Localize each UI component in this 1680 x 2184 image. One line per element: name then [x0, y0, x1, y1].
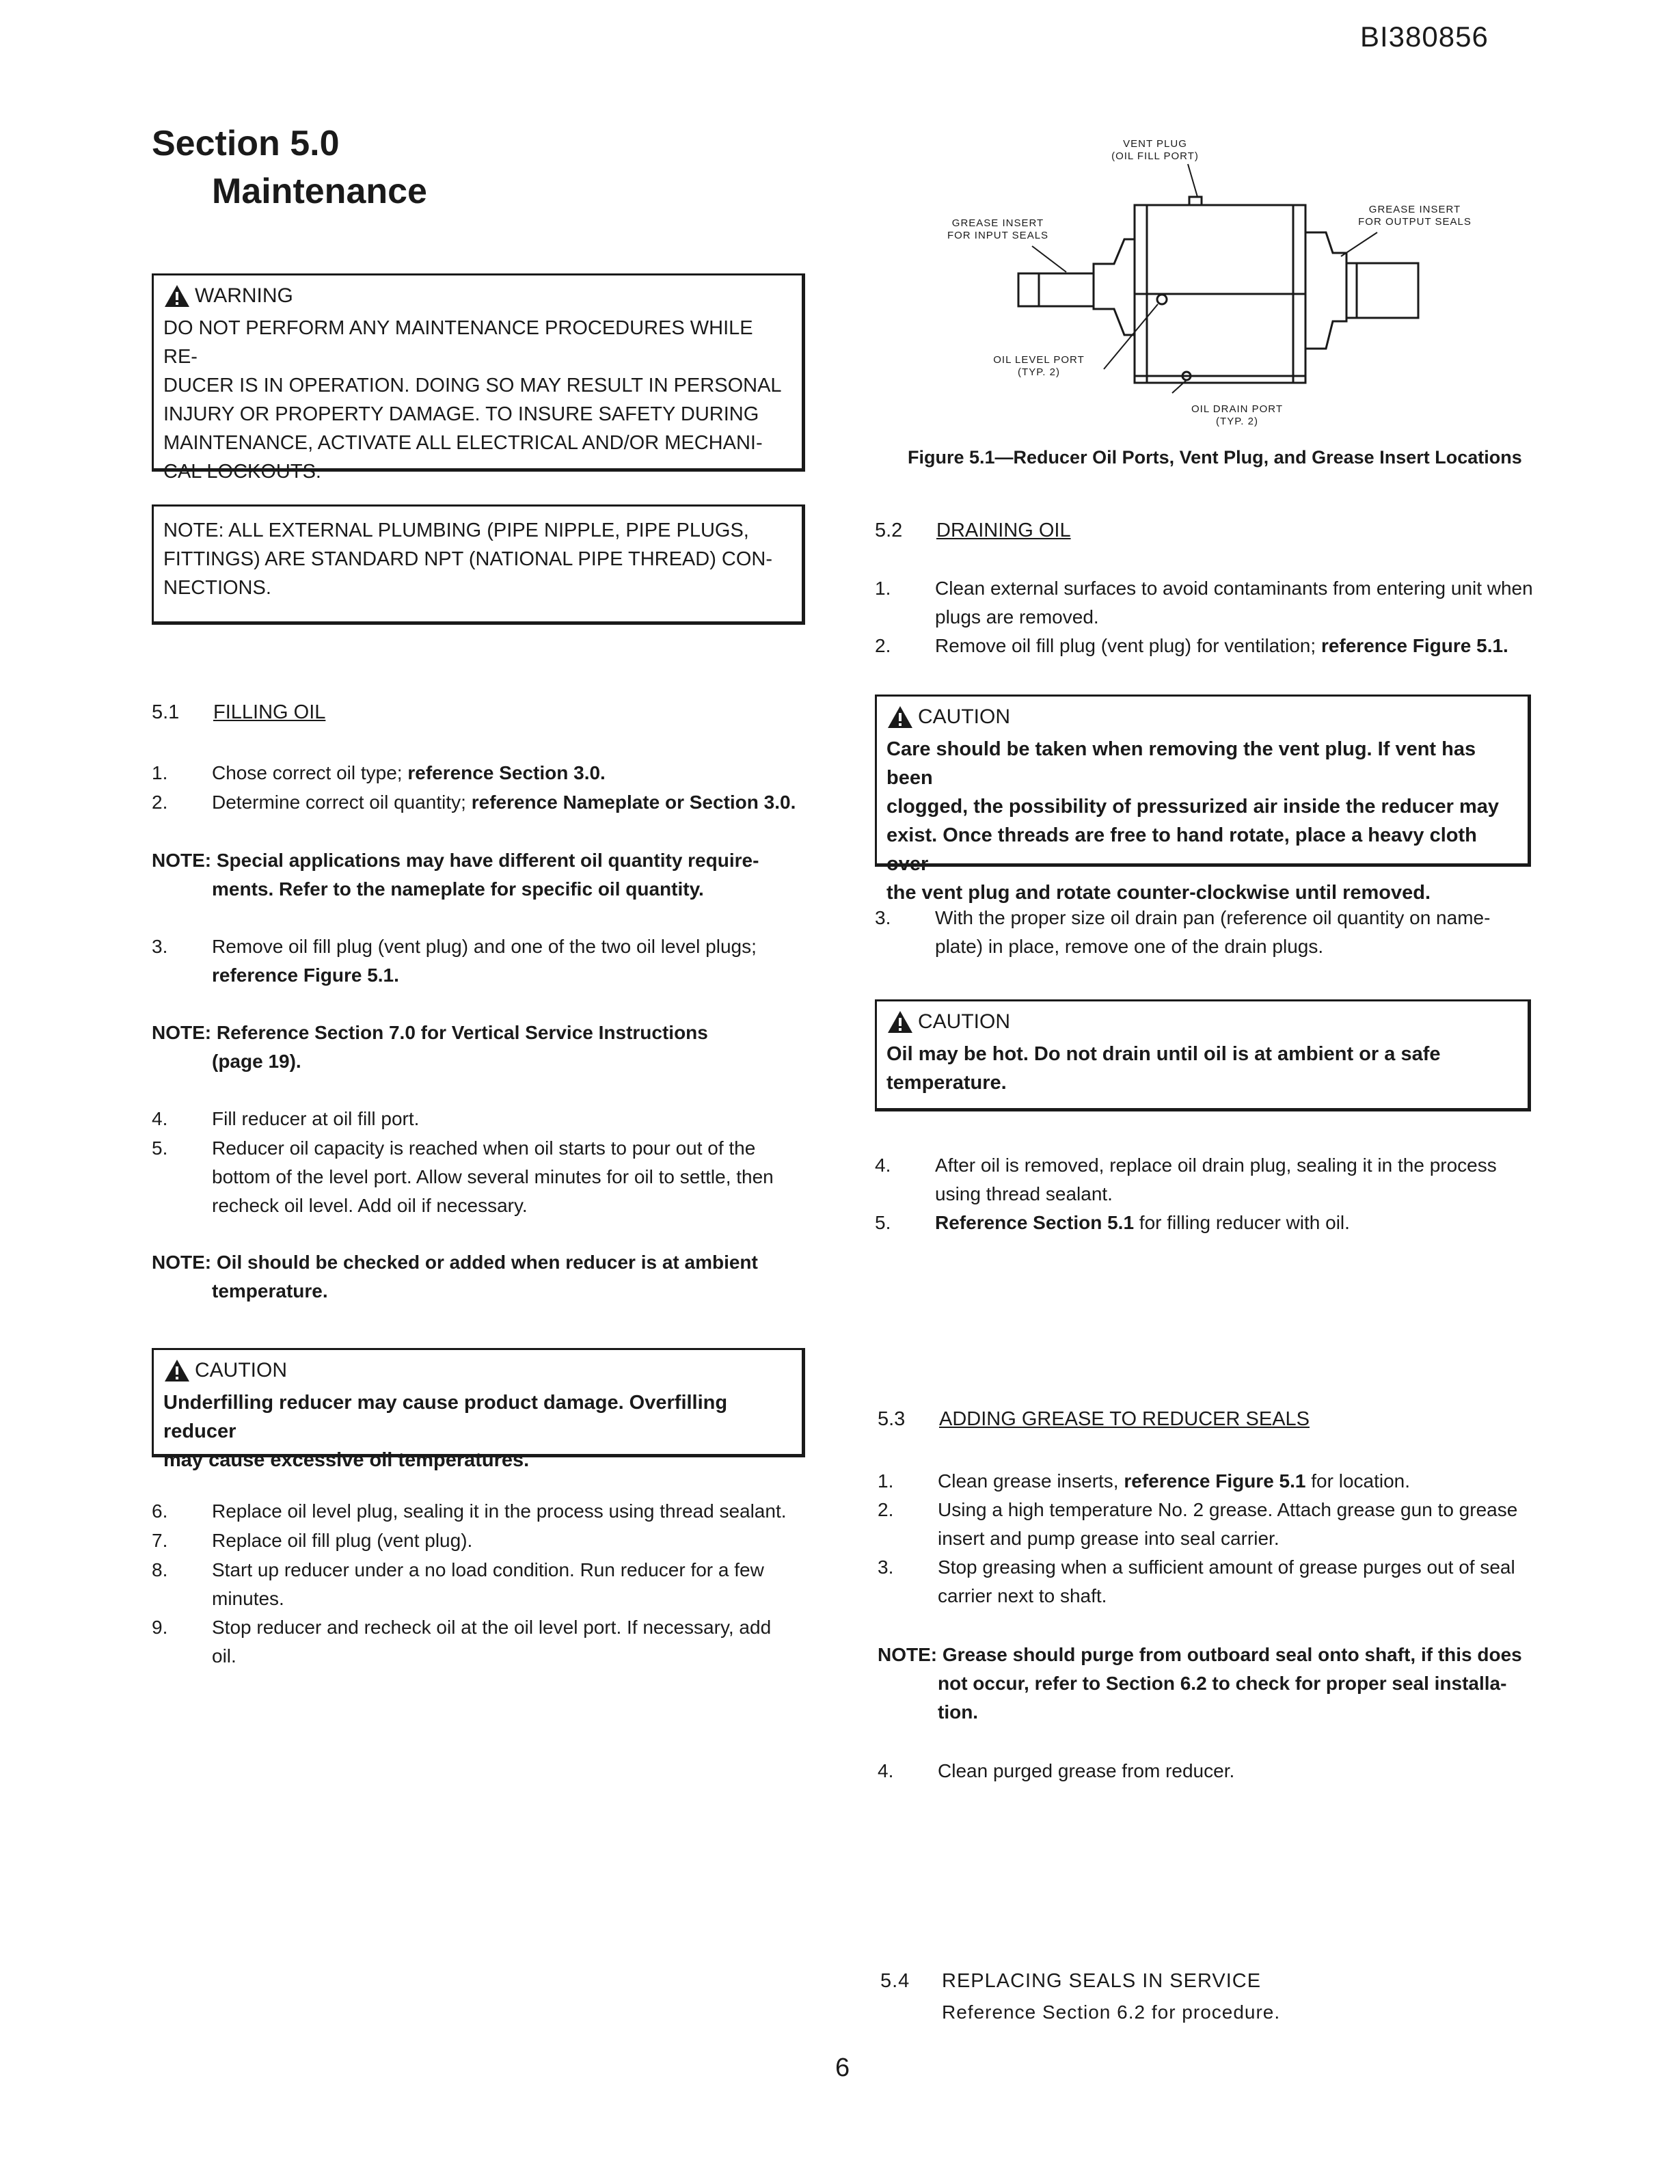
caution-line-1: Oil may be hot. Do not drain until oil is at ambient or a safe — [886, 1043, 1441, 1065]
step-number: 7. — [152, 1530, 168, 1551]
fill-step-1 — [152, 759, 808, 787]
caution-label: CAUTION — [918, 1010, 1010, 1033]
step-number: 4. — [878, 1760, 894, 1781]
section-5-4-number: 5.4 — [880, 1970, 910, 1992]
caution-heading — [886, 1010, 1518, 1034]
step-number: 8. — [152, 1559, 168, 1580]
step-text — [938, 1553, 1515, 1610]
vent-plug-label-line-1: VENT PLUG — [1123, 138, 1187, 150]
step-text-tail: for location. — [1305, 1470, 1411, 1492]
warning-label: WARNING — [195, 284, 293, 307]
caution-line-2: clogged, the possibility of pressurized air inside the reducer may — [886, 796, 1500, 818]
step-text — [212, 759, 606, 787]
vent-plug-label — [1087, 138, 1223, 163]
fill-step-5 — [152, 1134, 808, 1220]
fill-note-3 — [152, 1248, 758, 1306]
grease-output-label-line-2: FOR OUTPUT SEALS — [1358, 216, 1472, 228]
step-number: 2. — [152, 792, 168, 813]
step-line-2: plate) in place, remove one of the drain plugs. — [935, 936, 1324, 957]
fill-step-7 — [152, 1526, 808, 1555]
fill-step-6 — [152, 1497, 808, 1526]
fill-step-4 — [152, 1105, 808, 1133]
fill-caution-box — [152, 1348, 805, 1471]
step-text: Replace oil level plug, sealing it in the process using thread sealant. — [212, 1500, 787, 1522]
step-text — [212, 788, 796, 817]
note-line-2: (page 19). — [212, 1051, 301, 1072]
step-text-body: Chose correct oil type; — [212, 762, 408, 783]
drain-step-1 — [875, 574, 1545, 632]
oil-level-label — [971, 354, 1107, 379]
grease-input-label-line-2: FOR INPUT SEALS — [947, 230, 1049, 241]
section-subtitle: Maintenance — [212, 172, 427, 211]
step-line-2: plugs are removed. — [935, 606, 1099, 628]
caution-line-1: Care should be taken when removing the vent plug. If vent has been — [886, 738, 1476, 789]
oil-level-label-line-1: OIL LEVEL PORT — [993, 354, 1085, 366]
grease-step-2 — [878, 1496, 1547, 1553]
section-5-2-number: 5.2 — [875, 520, 903, 541]
warning-heading — [163, 284, 792, 308]
section-5-4-heading — [880, 1970, 1261, 1993]
oil-drain-label-line-1: OIL DRAIN PORT — [1191, 403, 1284, 415]
step-line-1: Reducer oil capacity is reached when oil starts to pour out of the — [212, 1137, 756, 1159]
note-line-1: NOTE: Reference Section 7.0 for Vertical Service Instructions — [152, 1022, 708, 1043]
step-line-2: insert and pump grease into seal carrier. — [938, 1528, 1279, 1549]
step-text — [938, 1467, 1410, 1496]
step-line-2: oil. — [212, 1645, 236, 1667]
step-reference: reference Figure 5.1 — [1124, 1470, 1306, 1492]
grease-input-label-line-1: GREASE INSERT — [951, 217, 1044, 229]
step-text — [935, 632, 1508, 660]
vent-plug-label-line-2: (OIL FILL PORT) — [1111, 150, 1199, 162]
step-text: Clean purged grease from reducer. — [938, 1760, 1235, 1781]
step-reference: reference Figure 5.1. — [1320, 635, 1508, 656]
step-number: 9. — [152, 1617, 168, 1638]
oil-drain-label-line-2: (TYP. 2) — [1216, 416, 1258, 427]
caution-heading — [163, 1358, 792, 1383]
plumbing-note-line-1: NOTE: ALL EXTERNAL PLUMBING (PIPE NIPPLE, PIPE PLUGS, — [163, 520, 749, 541]
step-number: 1. — [152, 762, 168, 783]
step-text: Replace oil fill plug (vent plug). — [212, 1530, 473, 1551]
step-number: 5. — [152, 1137, 168, 1159]
grease-note — [878, 1641, 1522, 1727]
figure-5-1 — [930, 130, 1517, 444]
step-number: 1. — [878, 1470, 894, 1492]
step-text — [935, 574, 1533, 632]
step-number: 6. — [152, 1500, 168, 1522]
step-number: 4. — [152, 1108, 168, 1129]
warning-line-1: DO NOT PERFORM ANY MAINTENANCE PROCEDURES WHILE RE- — [163, 317, 753, 368]
step-line-3: recheck oil level. Add oil if necessary. — [212, 1195, 528, 1216]
section-5-2-title: DRAINING OIL — [936, 520, 1071, 541]
grease-step-3 — [878, 1553, 1547, 1610]
step-text-body: Remove oil fill plug (vent plug) for ventilation; — [935, 635, 1321, 656]
fill-step-9 — [152, 1613, 808, 1671]
note-line-3: tion. — [938, 1701, 979, 1723]
drain-step-2 — [875, 632, 1545, 660]
step-number: 1. — [875, 578, 891, 599]
drain-step-4 — [875, 1151, 1545, 1209]
step-line-2: minutes. — [212, 1588, 284, 1609]
section-5-3-heading — [878, 1408, 1310, 1431]
plumbing-note-box — [152, 504, 805, 625]
reducer-diagram — [930, 130, 1517, 444]
step-text — [212, 932, 757, 990]
drain-caution-box-2 — [875, 999, 1531, 1111]
section-5-4-title: REPLACING SEALS IN SERVICE — [942, 1970, 1262, 1992]
note-line-1: NOTE: Special applications may have different oil quantity require- — [152, 850, 759, 871]
section-5-2-heading — [875, 520, 1071, 542]
fill-step-3 — [152, 932, 808, 990]
oil-drain-label — [1169, 403, 1305, 428]
step-text — [935, 1151, 1497, 1209]
grease-output-label-line-1: GREASE INSERT — [1368, 204, 1461, 215]
grease-input-label — [930, 217, 1066, 242]
step-text — [935, 904, 1490, 961]
step-line-2: bottom of the level port. Allow several minutes for oil to settle, then — [212, 1166, 774, 1187]
step-line-1: With the proper size oil drain pan (reference oil quantity on name- — [935, 907, 1491, 928]
drain-step-3 — [875, 904, 1545, 961]
warning-line-2: DUCER IS IN OPERATION. DOING SO MAY RESULT IN PERSONAL — [163, 375, 782, 396]
step-number: 2. — [878, 1499, 894, 1520]
fill-step-8 — [152, 1556, 808, 1613]
warning-line-3: INJURY OR PROPERTY DAMAGE. TO INSURE SAFETY DURING — [163, 403, 759, 425]
plumbing-note-line-3: NECTIONS. — [163, 577, 271, 599]
grease-step-4 — [878, 1757, 1547, 1785]
section-title: Section 5.0 — [152, 124, 340, 163]
warning-icon — [886, 1010, 914, 1034]
fill-step-2 — [152, 788, 808, 817]
section-5-1-heading — [152, 701, 325, 724]
caution-line-3: exist. Once threads are free to hand rotate, place a heavy cloth over — [886, 824, 1477, 875]
caution-label: CAUTION — [195, 1359, 287, 1381]
note-line-1: NOTE: Oil should be checked or added when reducer is at ambient — [152, 1252, 758, 1273]
step-number: 3. — [878, 1556, 894, 1578]
step-text: Fill reducer at oil fill port. — [212, 1108, 420, 1129]
grease-output-label — [1340, 204, 1490, 228]
note-line-2: ments. Refer to the nameplate for specific oil quantity. — [212, 878, 704, 900]
step-line-1: Start up reducer under a no load condition. Run reducer for a few — [212, 1559, 764, 1580]
step-text — [212, 1556, 764, 1613]
step-number: 3. — [875, 907, 891, 928]
caution-line-2: may cause excessive oil temperatures. — [163, 1449, 530, 1471]
step-line-1: Clean external surfaces to avoid contaminants from entering unit when — [935, 578, 1533, 599]
step-text-body: for filling reducer with oil. — [1134, 1212, 1350, 1233]
warning-icon — [163, 284, 191, 308]
section-5-3-title: ADDING GREASE TO REDUCER SEALS — [939, 1408, 1310, 1430]
step-line-1: Using a high temperature No. 2 grease. Attach grease gun to grease — [938, 1499, 1518, 1520]
step-text-body: Clean grease inserts, — [938, 1470, 1124, 1492]
fill-note-2 — [152, 1019, 708, 1076]
caution-line-2: temperature. — [886, 1072, 1007, 1094]
caution-heading — [886, 705, 1518, 729]
note-line-2: not occur, refer to Section 6.2 to check for proper seal installa- — [938, 1673, 1507, 1694]
warning-line-4: MAINTENANCE, ACTIVATE ALL ELECTRICAL AND/OR MECHANI- — [163, 432, 763, 454]
warning-box — [152, 273, 805, 483]
section-5-1-title: FILLING OIL — [213, 701, 326, 723]
grease-step-1 — [878, 1467, 1547, 1496]
step-line-1: Stop greasing when a sufficient amount of grease purges out of seal — [938, 1556, 1515, 1578]
step-number: 4. — [875, 1155, 891, 1176]
section-5-3-number: 5.3 — [878, 1408, 906, 1430]
step-line-1: Stop reducer and recheck oil at the oil level port. If necessary, add — [212, 1617, 772, 1638]
warning-line-5: CAL LOCKOUTS. — [163, 461, 321, 483]
step-line-2: carrier next to shaft. — [938, 1585, 1107, 1606]
step-number: 5. — [875, 1212, 891, 1233]
plumbing-note-line-2: FITTINGS) ARE STANDARD NPT (NATIONAL PIPE THREAD) CON- — [163, 548, 773, 570]
drain-step-5 — [875, 1209, 1545, 1237]
fill-note-1 — [152, 846, 759, 904]
step-line-1: After oil is removed, replace oil drain plug, sealing it in the process — [935, 1155, 1497, 1176]
note-line-1: NOTE: Grease should purge from outboard seal onto shaft, if this does — [878, 1644, 1522, 1665]
step-line-1: Remove oil fill plug (vent plug) and one of the two oil level plugs; — [212, 936, 757, 957]
note-line-2: temperature. — [212, 1280, 328, 1302]
drain-caution-box-1 — [875, 695, 1531, 904]
step-line-2: using thread sealant. — [935, 1183, 1113, 1204]
step-text — [938, 1496, 1517, 1553]
section-5-1-number: 5.1 — [152, 701, 180, 723]
caution-line-4: the vent plug and rotate counter-clockwise until removed. — [886, 882, 1431, 904]
step-line-2: reference Figure 5.1. — [212, 965, 399, 986]
step-number: 3. — [152, 936, 168, 957]
caution-label: CAUTION — [918, 705, 1010, 728]
warning-icon — [163, 1358, 191, 1383]
step-number: 2. — [875, 635, 891, 656]
page-number: 6 — [835, 2053, 850, 2082]
figure-caption: Figure 5.1—Reducer Oil Ports, Vent Plug, and Grease Insert Locations — [908, 447, 1522, 468]
oil-level-label-line-2: (TYP. 2) — [1018, 366, 1060, 378]
caution-line-1: Underfilling reducer may cause product damage. Overfilling reducer — [163, 1392, 728, 1442]
document-id: BI380856 — [1360, 21, 1489, 53]
warning-icon — [886, 705, 914, 729]
step-text — [212, 1134, 774, 1220]
step-reference: reference Section 3.0. — [407, 762, 606, 783]
step-text — [212, 1613, 771, 1671]
step-reference: reference Nameplate or Section 3.0. — [471, 792, 796, 813]
step-reference: Reference Section 5.1 — [935, 1212, 1135, 1233]
step-text-body: Determine correct oil quantity; — [212, 792, 472, 813]
section-5-4-text: Reference Section 6.2 for procedure. — [942, 2001, 1281, 2023]
step-text — [935, 1209, 1350, 1237]
